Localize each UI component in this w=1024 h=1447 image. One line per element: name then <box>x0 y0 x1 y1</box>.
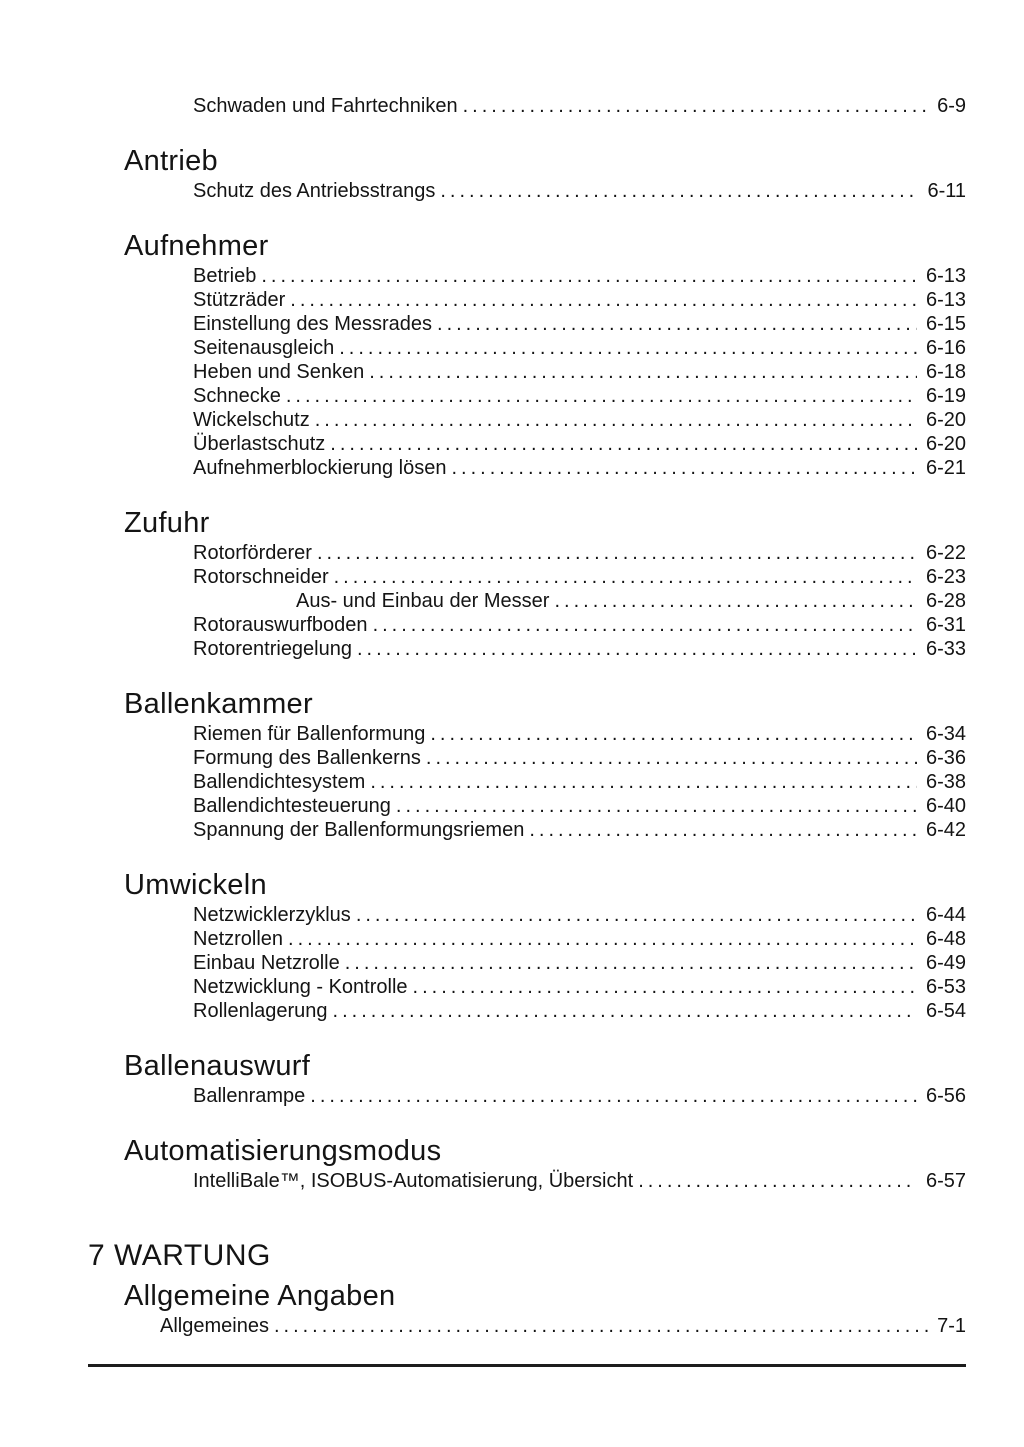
toc-entry[interactable] <box>193 927 966 951</box>
entry-page-number: 6-57 <box>925 1170 966 1192</box>
toc-section <box>88 870 966 1023</box>
section-title: Zufuhr <box>124 507 210 539</box>
dot-leader <box>345 951 917 975</box>
dot-leader <box>413 975 917 999</box>
entry-label: Einstellung des Messrades <box>193 313 433 335</box>
dot-leader <box>426 746 917 770</box>
dot-leader <box>290 288 917 312</box>
entry-page-number: 6-9 <box>937 95 966 117</box>
entry-page-number: 6-33 <box>925 638 966 660</box>
toc-entry[interactable] <box>193 794 966 818</box>
dot-leader <box>330 432 917 456</box>
section-entries <box>88 264 966 480</box>
dot-leader <box>452 456 917 480</box>
toc-entry[interactable] <box>193 456 966 480</box>
entry-page-number: 6-54 <box>925 1000 966 1022</box>
toc-entry[interactable] <box>193 637 966 661</box>
dot-leader <box>274 1314 928 1338</box>
entry-label: Schwaden und Fahrtechniken <box>193 95 458 117</box>
toc-entry[interactable] <box>193 903 966 927</box>
entry-page-number: 6-28 <box>925 590 966 612</box>
toc-section <box>88 94 966 118</box>
toc-entry[interactable] <box>193 288 966 312</box>
toc-entry[interactable] <box>193 770 966 794</box>
dot-leader <box>288 927 917 951</box>
entry-page-number: 6-20 <box>925 433 966 455</box>
section-title: Antrieb <box>124 145 218 177</box>
toc-entry[interactable] <box>193 541 966 565</box>
entry-label: Ballenrampe <box>193 1085 306 1107</box>
entry-label: Netzrollen <box>193 928 284 950</box>
toc-entry[interactable] <box>193 565 966 589</box>
toc-entry[interactable] <box>193 1084 966 1108</box>
entry-label: Formung des Ballenkerns <box>193 747 421 769</box>
dot-leader <box>396 794 917 818</box>
toc-section <box>88 1281 966 1338</box>
entry-label: Stützräder <box>193 289 286 311</box>
entry-page-number: 6-44 <box>925 904 966 926</box>
dot-leader <box>440 179 918 203</box>
entry-label: Rotorförderer <box>193 542 312 564</box>
section-title: Umwickeln <box>124 869 267 901</box>
toc-entry[interactable] <box>193 999 966 1023</box>
toc-entry[interactable] <box>193 613 966 637</box>
toc-entry[interactable] <box>193 336 966 360</box>
toc-entry[interactable] <box>193 384 966 408</box>
toc-entry[interactable] <box>193 432 966 456</box>
footer-rule <box>88 1364 966 1367</box>
section-entries <box>88 1084 966 1108</box>
toc-entry[interactable] <box>193 408 966 432</box>
entry-label: Netzwicklung - Kontrolle <box>193 976 408 998</box>
section-title: Automatisierungsmodus <box>124 1135 442 1167</box>
toc-section <box>88 1136 966 1193</box>
toc-entry[interactable] <box>193 1169 966 1193</box>
entry-label: Aus- und Einbau der Messer <box>296 590 550 612</box>
entry-page-number: 6-36 <box>925 747 966 769</box>
entry-label: Schnecke <box>193 385 281 407</box>
dot-leader <box>261 264 917 288</box>
dot-leader <box>554 589 917 613</box>
toc-entry[interactable] <box>193 746 966 770</box>
dot-leader <box>463 94 928 118</box>
section-entries <box>88 722 966 842</box>
section-entries <box>88 541 966 661</box>
dot-leader <box>638 1169 917 1193</box>
dot-leader <box>334 565 917 589</box>
toc-entry[interactable] <box>193 360 966 384</box>
toc-entry[interactable] <box>193 722 966 746</box>
toc-entry[interactable] <box>193 179 966 203</box>
entry-label: Schutz des Antriebsstrangs <box>193 180 436 202</box>
entry-page-number: 6-16 <box>925 337 966 359</box>
entry-label: Riemen für Ballenformung <box>193 723 426 745</box>
dot-leader <box>339 336 917 360</box>
entry-label: Ballendichtesystem <box>193 771 366 793</box>
entry-page-number: 6-48 <box>925 928 966 950</box>
dot-leader <box>437 312 917 336</box>
entry-label: Einbau Netzrolle <box>193 952 340 974</box>
section-title: Aufnehmer <box>124 230 269 262</box>
toc-entry[interactable] <box>160 1314 966 1338</box>
entry-page-number: 6-31 <box>925 614 966 636</box>
entry-page-number: 6-18 <box>925 361 966 383</box>
entry-label: Rotorentriegelung <box>193 638 352 660</box>
entry-page-number: 6-34 <box>925 723 966 745</box>
entry-page-number: 6-53 <box>925 976 966 998</box>
dot-leader <box>357 637 917 661</box>
dot-leader <box>373 613 917 637</box>
section-entries <box>88 94 966 118</box>
toc-entry[interactable] <box>193 312 966 336</box>
entry-page-number: 6-49 <box>925 952 966 974</box>
entry-page-number: 6-22 <box>925 542 966 564</box>
toc-section <box>88 689 966 842</box>
dot-leader <box>333 999 917 1023</box>
entry-page-number: 6-15 <box>925 313 966 335</box>
section-title: Ballenauswurf <box>124 1050 311 1082</box>
entry-label: IntelliBale™, ISOBUS-Automatisierung, Übersicht <box>193 1170 634 1192</box>
section-entries <box>88 1314 966 1338</box>
toc-section <box>88 146 966 203</box>
entry-label: Seitenausgleich <box>193 337 335 359</box>
entry-page-number: 6-23 <box>925 566 966 588</box>
entry-page-number: 6-13 <box>925 289 966 311</box>
entry-page-number: 7-1 <box>937 1315 966 1337</box>
entry-label: Betrieb <box>193 265 257 287</box>
dot-leader <box>315 408 917 432</box>
dot-leader <box>430 722 917 746</box>
entry-label: Aufnehmerblockierung lösen <box>193 457 447 479</box>
entry-label: Allgemeines <box>160 1315 269 1337</box>
section-entries <box>88 1169 966 1193</box>
entry-page-number: 6-21 <box>925 457 966 479</box>
toc-entry[interactable] <box>193 975 966 999</box>
entry-page-number: 6-40 <box>925 795 966 817</box>
dot-leader <box>317 541 917 565</box>
dot-leader <box>356 903 917 927</box>
section-entries <box>88 179 966 203</box>
entry-label: Rollenlagerung <box>193 1000 328 1022</box>
entry-label: Überlastschutz <box>193 433 326 455</box>
toc-entry[interactable] <box>193 94 966 118</box>
entry-label: Wickelschutz <box>193 409 310 431</box>
section-title: Ballenkammer <box>124 688 313 720</box>
toc-section <box>88 508 966 661</box>
entry-page-number: 6-19 <box>925 385 966 407</box>
dot-leader <box>310 1084 917 1108</box>
toc-section <box>88 1051 966 1108</box>
table-of-contents <box>88 94 966 1338</box>
entry-label: Spannung der Ballenformungsriemen <box>193 819 525 841</box>
toc-entry[interactable] <box>193 951 966 975</box>
chapter-title: 7 WARTUNG <box>88 1239 271 1272</box>
entry-page-number: 6-11 <box>927 180 966 202</box>
entry-label: Ballendichtesteuerung <box>193 795 391 817</box>
entry-page-number: 6-56 <box>925 1085 966 1107</box>
dot-leader <box>529 818 917 842</box>
toc-entry[interactable] <box>296 589 966 613</box>
section-entries <box>88 903 966 1023</box>
toc-entry[interactable] <box>193 264 966 288</box>
dot-leader <box>369 360 917 384</box>
dot-leader <box>370 770 917 794</box>
entry-label: Rotorauswurfboden <box>193 614 368 636</box>
toc-section <box>88 231 966 480</box>
toc-entry[interactable] <box>193 818 966 842</box>
entry-page-number: 6-42 <box>925 819 966 841</box>
entry-label: Netzwicklerzyklus <box>193 904 351 926</box>
section-title: Allgemeine Angaben <box>124 1280 396 1312</box>
entry-page-number: 6-20 <box>925 409 966 431</box>
entry-page-number: 6-13 <box>925 265 966 287</box>
entry-label: Rotorschneider <box>193 566 329 588</box>
dot-leader <box>286 384 917 408</box>
entry-label: Heben und Senken <box>193 361 365 383</box>
entry-page-number: 6-38 <box>925 771 966 793</box>
